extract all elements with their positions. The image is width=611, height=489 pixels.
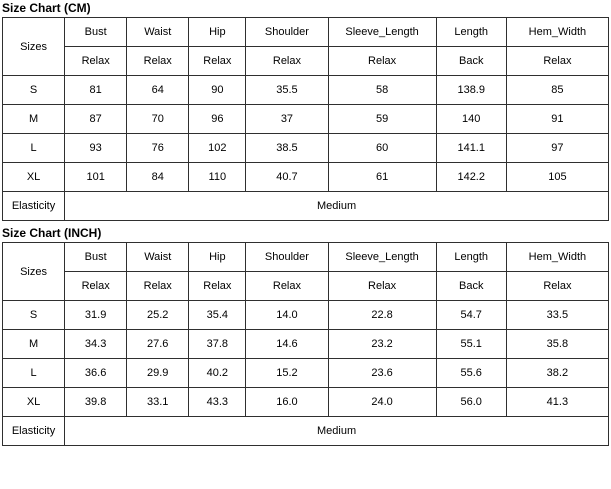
cell-bust: 34.3 — [65, 330, 127, 359]
cell-sleeve-length: 59 — [328, 105, 436, 134]
column-header-shoulder: Shoulder — [246, 243, 328, 272]
measure-waist: Relax — [127, 47, 189, 76]
cell-sleeve-length: 24.0 — [328, 388, 436, 417]
cell-hip: 90 — [189, 76, 246, 105]
table-row — [3, 388, 609, 417]
chart-title-inch: Size Chart (INCH) — [2, 226, 102, 240]
measure-hem-width: Relax — [506, 47, 608, 76]
cell-shoulder: 40.7 — [246, 163, 328, 192]
cell-bust: 87 — [65, 105, 127, 134]
cell-hem-width: 35.8 — [506, 330, 608, 359]
cell-shoulder: 14.0 — [246, 301, 328, 330]
cell-waist: 76 — [127, 134, 189, 163]
column-header-hip: Hip — [189, 18, 246, 47]
cell-waist: 64 — [127, 76, 189, 105]
measure-bust: Relax — [65, 47, 127, 76]
elasticity-value: Medium — [65, 417, 609, 446]
table-row — [3, 134, 609, 163]
cell-length: 141.1 — [436, 134, 506, 163]
elasticity-value: Medium — [65, 192, 609, 221]
cell-bust: 101 — [65, 163, 127, 192]
cell-shoulder: 37 — [246, 105, 328, 134]
cell-length: 55.6 — [436, 359, 506, 388]
cell-waist: 25.2 — [127, 301, 189, 330]
cell-hip: 43.3 — [189, 388, 246, 417]
cell-hem-width: 33.5 — [506, 301, 608, 330]
size-chart-table-cm — [2, 17, 609, 221]
cell-waist: 70 — [127, 105, 189, 134]
cell-hip: 102 — [189, 134, 246, 163]
row-size-label: S — [3, 76, 65, 105]
table-row — [3, 105, 609, 134]
cell-length: 55.1 — [436, 330, 506, 359]
measure-shoulder: Relax — [246, 272, 328, 301]
measure-length: Back — [436, 272, 506, 301]
cell-shoulder: 35.5 — [246, 76, 328, 105]
row-size-label: XL — [3, 388, 65, 417]
column-header-sleeve-length: Sleeve_Length — [328, 18, 436, 47]
cell-sleeve-length: 60 — [328, 134, 436, 163]
column-header-waist: Waist — [127, 243, 189, 272]
measure-hip: Relax — [189, 272, 246, 301]
measure-bust: Relax — [65, 272, 127, 301]
row-size-label: M — [3, 105, 65, 134]
cell-length: 54.7 — [436, 301, 506, 330]
column-header-bust: Bust — [65, 243, 127, 272]
elasticity-label: Elasticity — [3, 417, 65, 446]
cell-hem-width: 91 — [506, 105, 608, 134]
cell-shoulder: 16.0 — [246, 388, 328, 417]
cell-shoulder: 15.2 — [246, 359, 328, 388]
row-size-label: S — [3, 301, 65, 330]
elasticity-row — [3, 417, 609, 446]
measure-length: Back — [436, 47, 506, 76]
cell-waist: 84 — [127, 163, 189, 192]
cell-length: 56.0 — [436, 388, 506, 417]
cell-sleeve-length: 23.2 — [328, 330, 436, 359]
column-header-hem-width: Hem_Width — [506, 18, 608, 47]
measure-hip: Relax — [189, 47, 246, 76]
column-header-shoulder: Shoulder — [246, 18, 328, 47]
table-row — [3, 163, 609, 192]
elasticity-label: Elasticity — [3, 192, 65, 221]
measure-hem-width: Relax — [506, 272, 608, 301]
table-row — [3, 76, 609, 105]
cell-hem-width: 105 — [506, 163, 608, 192]
cell-waist: 33.1 — [127, 388, 189, 417]
cell-length: 140 — [436, 105, 506, 134]
cell-sleeve-length: 61 — [328, 163, 436, 192]
column-header-length: Length — [436, 18, 506, 47]
cell-bust: 93 — [65, 134, 127, 163]
cell-bust: 31.9 — [65, 301, 127, 330]
cell-hem-width: 97 — [506, 134, 608, 163]
column-header-bust: Bust — [65, 18, 127, 47]
cell-length: 138.9 — [436, 76, 506, 105]
measure-waist: Relax — [127, 272, 189, 301]
cell-hip: 96 — [189, 105, 246, 134]
measure-sleeve-length: Relax — [328, 47, 436, 76]
cell-sleeve-length: 23.6 — [328, 359, 436, 388]
size-chart-table-inch — [2, 242, 609, 446]
elasticity-row — [3, 192, 609, 221]
cell-shoulder: 14.6 — [246, 330, 328, 359]
cell-hip: 110 — [189, 163, 246, 192]
table-measure-row — [3, 47, 609, 76]
cell-bust: 81 — [65, 76, 127, 105]
measure-shoulder: Relax — [246, 47, 328, 76]
sizes-corner-cell: Sizes — [3, 18, 65, 76]
table-row — [3, 301, 609, 330]
row-size-label: L — [3, 134, 65, 163]
row-size-label: M — [3, 330, 65, 359]
column-header-sleeve-length: Sleeve_Length — [328, 243, 436, 272]
cell-waist: 27.6 — [127, 330, 189, 359]
cell-waist: 29.9 — [127, 359, 189, 388]
column-header-length: Length — [436, 243, 506, 272]
sizes-corner-cell: Sizes — [3, 243, 65, 301]
cell-hip: 37.8 — [189, 330, 246, 359]
measure-sleeve-length: Relax — [328, 272, 436, 301]
cell-sleeve-length: 22.8 — [328, 301, 436, 330]
table-row — [3, 330, 609, 359]
row-size-label: L — [3, 359, 65, 388]
column-header-waist: Waist — [127, 18, 189, 47]
cell-hip: 35.4 — [189, 301, 246, 330]
column-header-hip: Hip — [189, 243, 246, 272]
column-header-hem-width: Hem_Width — [506, 243, 608, 272]
cell-bust: 39.8 — [65, 388, 127, 417]
cell-sleeve-length: 58 — [328, 76, 436, 105]
cell-length: 142.2 — [436, 163, 506, 192]
table-measure-row — [3, 272, 609, 301]
cell-hem-width: 85 — [506, 76, 608, 105]
row-size-label: XL — [3, 163, 65, 192]
cell-hem-width: 41.3 — [506, 388, 608, 417]
table-header-row — [3, 243, 609, 272]
cell-shoulder: 38.5 — [246, 134, 328, 163]
cell-bust: 36.6 — [65, 359, 127, 388]
table-header-row — [3, 18, 609, 47]
cell-hem-width: 38.2 — [506, 359, 608, 388]
table-row — [3, 359, 609, 388]
cell-hip: 40.2 — [189, 359, 246, 388]
chart-title-cm: Size Chart (CM) — [2, 1, 91, 15]
